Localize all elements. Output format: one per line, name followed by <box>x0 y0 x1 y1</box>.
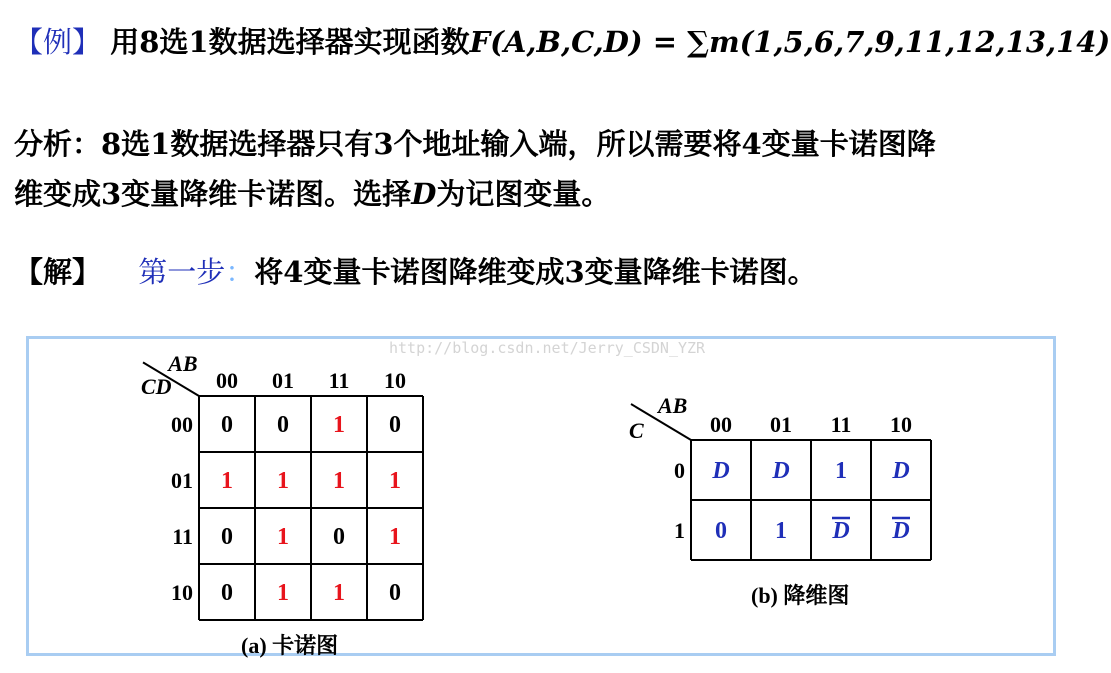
kmap-a-col-header: 00 <box>216 368 238 393</box>
kmap-a-cell-value: 0 <box>389 412 401 438</box>
kmap-a-row-header: 10 <box>171 580 193 605</box>
analysis-line-2 <box>14 172 610 213</box>
example-text: 用8选1数据选择器实现函数 <box>110 25 470 59</box>
kmap-a-col-header: 11 <box>328 368 350 393</box>
analysis-text-2a: 维变成3变量降维卡诺图。选择 <box>14 177 412 211</box>
kmap-a-col-variable: AB <box>168 350 198 376</box>
kmap-a-cell-value: 1 <box>277 468 289 494</box>
kmap-b-cell-value: D <box>772 458 790 484</box>
kmap-a-cell-value: 0 <box>389 580 401 606</box>
kmap-a-cell-value: 1 <box>389 524 401 550</box>
kmap-a-cell-value: 0 <box>221 580 233 606</box>
kmap-a-cell-value: 1 <box>333 468 345 494</box>
example-bracket: 【例】 <box>14 25 102 59</box>
kmap-b-cell-value: D <box>892 518 910 544</box>
kmap-a-cell-value: 1 <box>389 468 401 494</box>
kmap-b-row-header: 0 <box>674 458 685 483</box>
kmap-a-col-header: 01 <box>272 368 294 393</box>
kmap-a-cell-value: 0 <box>277 412 289 438</box>
kmap-a-row-header: 01 <box>171 468 193 493</box>
kmap-a-cell-value: 0 <box>333 524 345 550</box>
kmap-b-col-header: 11 <box>830 412 852 437</box>
kmap-a-row-variable: CD <box>141 374 172 399</box>
analysis-text-1: 分析：8选1数据选择器只有3个地址输入端，所以需要将4变量卡诺图降 <box>14 127 936 161</box>
analysis-line-1 <box>14 122 936 163</box>
solution-bracket: 【解】 <box>14 255 102 289</box>
kmap-b-cell-value: D <box>712 458 730 484</box>
karnaugh-map-4var <box>29 339 1053 653</box>
kmap-b-col-header: 01 <box>770 412 792 437</box>
kmap-a-cell-value: 0 <box>221 412 233 438</box>
kmap-b-cell-value: 1 <box>835 458 847 484</box>
kmap-b-cell-value: 1 <box>775 518 787 544</box>
kmap-a-row-header: 11 <box>172 524 193 549</box>
kmap-a-col-header: 10 <box>384 368 406 393</box>
kmap-b-cell-value: 0 <box>715 518 727 544</box>
solution-line <box>14 250 817 291</box>
kmap-b-row-variable: C <box>629 418 644 443</box>
caption-kmap-a: (a) 卡诺图 <box>241 633 339 658</box>
analysis-variable: D <box>411 177 437 211</box>
kmap-a-cell-value: 0 <box>221 524 233 550</box>
function-formula: F(A,B,C,D) = ∑m(1,5,6,7,9,11,12,13,14) <box>469 25 1111 59</box>
kmap-b-cell-value: D <box>892 458 910 484</box>
caption-kmap-b: (b) 降维图 <box>751 583 850 608</box>
kmap-a-cell-value: 1 <box>277 580 289 606</box>
kmap-b-col-variable: AB <box>658 393 688 418</box>
kmap-b-col-header: 10 <box>890 412 912 437</box>
analysis-text-2b: 为记图变量。 <box>436 177 611 211</box>
step-colon: ： <box>225 255 255 289</box>
figure-box <box>26 336 1056 656</box>
kmap-a-cell-value: 1 <box>333 580 345 606</box>
kmap-b-col-header: 00 <box>710 412 732 437</box>
kmap-b-cell-value: D <box>832 518 850 544</box>
step-label: 第一步 <box>138 255 226 289</box>
kmap-a-cell-value: 1 <box>221 468 233 494</box>
kmap-a-cell-value: 1 <box>277 524 289 550</box>
example-line <box>14 20 1110 61</box>
step-text: 将4变量卡诺图降维变成3变量降维卡诺图。 <box>254 255 817 289</box>
kmap-a-cell-value: 1 <box>333 412 345 438</box>
kmap-b-row-header: 1 <box>674 518 685 543</box>
kmap-a-row-header: 00 <box>171 412 193 437</box>
watermark: http://blog.csdn.net/Jerry_CSDN_YZR <box>389 339 706 357</box>
